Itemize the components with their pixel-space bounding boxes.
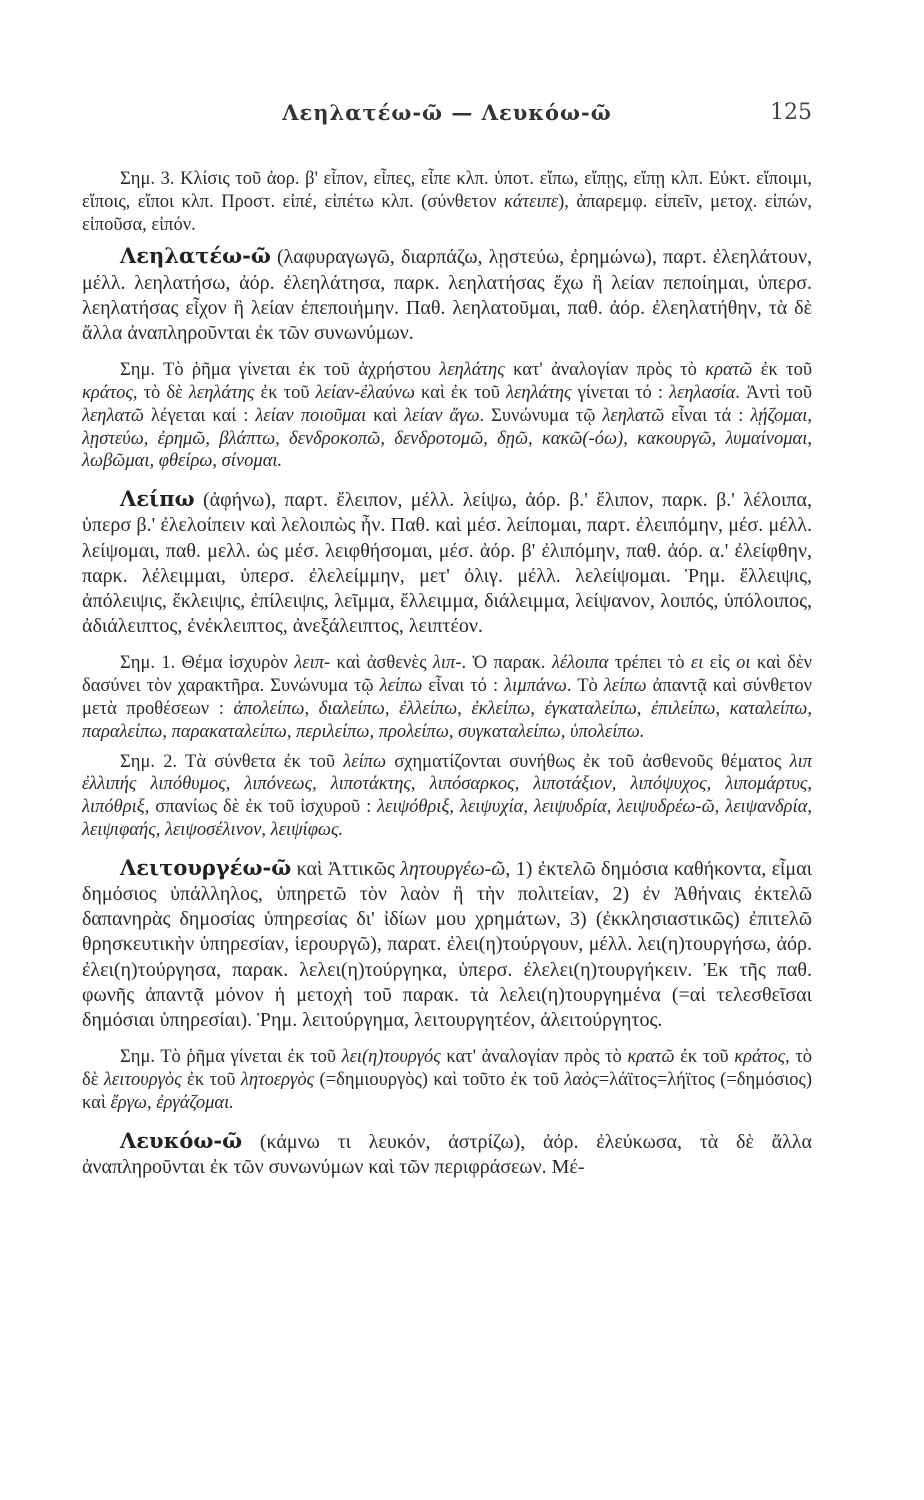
italic-term: λεηλάτης (506, 383, 572, 403)
text-run: γίνεται τό : (571, 383, 670, 403)
text-run: ἐκ τοῦ (752, 360, 813, 381)
text-run: κατ' ἀναλογίαν πρὸς τὸ (440, 1047, 628, 1068)
text-run: . Ἀντὶ τοῦ (735, 383, 813, 403)
text-run: σπανίως δὲ ἐκ τοῦ ἰσχυροῦ : (149, 797, 378, 818)
italic-term: λείαν ποιοῦμαι (255, 405, 367, 426)
text-run: καὶ ἀσθενὲς (330, 653, 433, 674)
text-run: καὶ δὲν δασύνει τὸν χαρακτῆρα. Συνώνυμα τῷ (82, 653, 812, 697)
text-run: σχηματίζονται συνήθως ἐκ τοῦ ἀσθενοῦς θέματος (386, 751, 790, 772)
text-run: λέγεται καί : (143, 405, 256, 426)
text-run: (κάμνω τι λευκόν, ἀστρίζω), ἀόρ. ἐλεύκωσα, τὰ δὲ ἄλλα ἀναπληροῦνται ἐκ τῶν συνωνύμων καὶ τῶν περιφράσεων. Μέ- (82, 1130, 812, 1178)
note-paragraph (82, 359, 812, 473)
text-run: εἰς (703, 653, 737, 674)
text-run: εἶναι τό : (422, 676, 505, 697)
running-head (82, 100, 812, 140)
italic-term: λει(η)τουργός (341, 1047, 441, 1068)
italic-term: λείπω (379, 676, 423, 697)
text-run: (ἀφήνω), παρτ. ἔλειπον, μέλλ. λείψω, ἀόρ. β.' ἔλιπον, παρκ. β.' λέλοιπα, ὑπερσ β.' ἐλελοίπειν καὶ λελοιπὼς ἦν. Παθ. καὶ μέσ. λείπομαι, παρτ. ἐλειπόμην, μέσ. μέλλ. λείψομαι, παθ. μελλ. ὡς μέσ. λειφθήσομαι, μέσ. ἀόρ. β' ἐλιπόμην, παθ. ἀόρ. α.' ἐλείφθην, παρκ. λέλειμμαι, ὑπερσ. ἐλελείμμην, μετ' ὀλιγ. μέλλ. λελείψομαι. Ῥημ. ἔλλειψις, ἀπόλειψις, ἔκλειψις, ἐπίλειψις, λεῖμμα, ἔλλειμμα, διάλειμμα, λείψανον, λοιπός, ὑπόλοιπος, ἀδιάλειπτος, ἐνέκλειπτος, ἀνεξάλειπτος, λειπτέον. (82, 489, 812, 638)
text-run: ἐκ τοῦ (674, 1047, 735, 1068)
italic-term: οι (736, 653, 751, 674)
note-paragraph (82, 1046, 812, 1114)
entry-leipo (82, 486, 812, 639)
italic-term: κρατῶ (705, 360, 753, 381)
italic-term: λειψόθριξ, λειψυχία, λειψυδρία, λειψυδρέω-ῶ, λειψανδρία, λειψιφαής, λειψοσέλινον, λειψίφως. (82, 797, 813, 840)
italic-term: ἐλλιπής λιπόθυμος, λιπόνεως, λιποτάκτης, λιπόσαρκος, λιποτάξιον, λιπόψυχος, λιπομάρτυς, λιπόθριξ, (82, 774, 812, 818)
entry-leitourgeo (82, 855, 812, 1033)
lemma-headword: Λειτουργέω-ῶ (120, 854, 292, 880)
lemma-headword: Λεηλατέω-ῶ (120, 243, 271, 269)
text-run: τρέπει τὸ (608, 653, 691, 674)
text-run: καὶ Ἀττικῶς (291, 857, 401, 880)
lemma-headword: Λευκόω-ῶ (120, 1127, 243, 1153)
lemma-headword: Λείπω (120, 486, 195, 512)
text-run: , τὸ δὲ (132, 383, 189, 403)
running-head-title: Λεηλατέω-ῶ — Λευκόω-ῶ (282, 100, 612, 125)
text-run: Σημ. 2. Τὰ σύνθετα ἐκ τοῦ (120, 751, 344, 772)
text-run: ἐκ τοῦ (181, 1070, 241, 1090)
text-run: καὶ ἐκ τοῦ (414, 383, 507, 403)
entry-leilateo (82, 243, 812, 346)
italic-term: λεηλατῶ (602, 405, 665, 426)
italic-term: λέλοιπα (551, 653, 609, 674)
italic-term: κράτος (734, 1047, 786, 1068)
italic-term: κρατῶ (627, 1047, 675, 1068)
italic-term: λιμπάνω (504, 676, 567, 697)
text-run: . Ὁ παρακ. (461, 653, 552, 674)
entry-leukoo (82, 1128, 812, 1180)
text-run: Σημ. 3. Κλίσις τοῦ ἀορ. β' εἶπον, εἶπες, εἶπε κλπ. ὑποτ. εἴπω, εἴπῃς, εἴπῃ κλπ. Εὐκτ. εἴποιμι, εἴποις, εἴποι κλπ. Προστ. εἰπέ, εἰπέτω κλπ. (σύνθετον (82, 169, 812, 212)
italic-term: λεηλασία (669, 383, 736, 403)
italic-term: λῄζομαι, λῃστεύω, ἐρημῶ, βλάπτω, δενδροκοπῶ, δενδροτομῶ, δῃῶ, κακῶ(-όω), κακουργῶ, λυμαίνομαι, λωβῶμαι, φθείρω, σίνομαι. (82, 405, 812, 472)
text-run: Σημ. 1. Θέμα ἰσχυρὸν (120, 653, 295, 674)
text-run: καὶ (366, 405, 405, 426)
italic-term: ἀπολείπω, διαλείπω, ἐλλείπω, ἐκλείπω, ἐγκαταλείπω, ἐπιλείπω, καταλείπω, παραλείπω, παρακαταλείπω, περιλείπω, προλείπω, συγκαταλείπω, ὑπολείπω. (82, 699, 812, 742)
page-number: 125 (770, 100, 812, 125)
italic-term: λαὸς (564, 1070, 599, 1090)
text-run: =λάϊτος=λήϊτος (=δημόσιος) καὶ (82, 1070, 813, 1113)
text-run: εἶναι τά : (664, 405, 751, 426)
italic-term: λείπω (343, 751, 387, 772)
text-run: Σημ. Τὸ ῥῆμα γίνεται ἐκ τοῦ ἀχρήστου (120, 360, 440, 381)
note-paragraph (82, 652, 812, 743)
italic-term: κράτος (82, 383, 133, 403)
italic-term: λείπω (603, 676, 647, 697)
text-run: . Τὸ (566, 676, 604, 697)
text-run: (λαφυραγωγῶ, διαρπάζω, λῃστεύω, ἐρημώνω), παρτ. ἐλεηλάτουν, μέλλ. λεηλατήσω, ἀόρ. ἐλεηλάτησα, παρκ. λεηλατήσας ἔχω ἢ λείαν πεποίημαι, ὑπερσ. λεηλατήσας εἶχον ἢ λείαν ἐπεποιήμην. Παθ. λεηλατοῦμαι, παθ. ἀόρ. ἐλεηλατήθην, τὰ δὲ ἄλλα ἀναπληροῦνται ἐκ τῶν συνωνύμων. (82, 246, 812, 344)
italic-term: λειτουργὸς (103, 1070, 182, 1090)
text-run: , τὸ δὲ (82, 1047, 813, 1090)
italic-term: λειπ- (294, 653, 331, 674)
text-run: ἐκ τοῦ (254, 383, 316, 403)
italic-term: λεηλάτης (188, 383, 255, 403)
dictionary-body (82, 168, 812, 1180)
italic-term: λείαν ἄγω (404, 405, 480, 426)
italic-term: λητοεργὸς (240, 1070, 315, 1090)
text-run: . Συνώνυμα τῷ (479, 405, 603, 426)
italic-term: λεηλάτης (439, 360, 505, 381)
italic-term: λιπ (789, 751, 812, 772)
italic-term: λεηλατῶ (82, 405, 144, 426)
italic-term: λιπ- (432, 653, 462, 674)
italic-term: ἔργω, ἐργάζομαι. (110, 1092, 234, 1113)
text-run: (=δημιουργὸς) καὶ τοῦτο ἐκ τοῦ (314, 1070, 565, 1090)
text-run: , 1) ἐκτελῶ δημόσια καθήκοντα, εἶμαι δημόσιος ὑπάλληλος, ὑπηρετῶ τὸν λαὸν ἢ τὴν πολιτείαν, 2) ἐν Ἀθήναις ἐκτελῶ δαπανηρὰς δημοσίας ὑπηρεσίας δι' ἰδίων μου χρημάτων, 3) (ἐκκλησιαστικῶς) ἐπιτελῶ θρησκευτικὴν ὑπηρεσίαν, ἱερουργῶ), παρατ. ἐλει(η)τούργουν, μέλλ. λει(η)τουργήσω, ἀόρ. ἐλει(η)τούργησα, παρακ. λελει(η)τούργηκα, ὑπερσ. ἐλελει(η)τουργήκειν. Ἐκ τῆς παθ. φωνῆς ἀπαντᾷ μόνον ἡ μετοχὴ τοῦ παρακ. τὰ λελει(η)τουργημένα (=αἱ τελεσθεῖσαι δημόσιαι ὑπηρεσίαι). Ῥημ. λειτούργημα, λειτουργητέον, ἀλειτούργητος. (82, 857, 812, 1031)
italic-term: ει (690, 653, 704, 674)
italic-term: κάτειπε (503, 191, 559, 212)
text-run: ), ἀπαρεμφ. εἰπεῖν, μετοχ. εἰπών, εἰποῦσα, εἰπόν. (82, 191, 812, 235)
note-paragraph (82, 751, 812, 842)
italic-term: λητουργέω-ῶ (400, 857, 506, 880)
italic-term: λείαν-ἐλαύνω (315, 383, 415, 403)
text-run: Σημ. Τὸ ῥῆμα γίνεται ἐκ τοῦ (120, 1047, 342, 1068)
note-paragraph (82, 168, 812, 236)
text-run: κατ' ἀναλογίαν πρὸς τὸ (504, 360, 706, 381)
text-run: ἀπαντᾷ καὶ σύνθετον μετὰ προθέσεων : (82, 676, 812, 719)
